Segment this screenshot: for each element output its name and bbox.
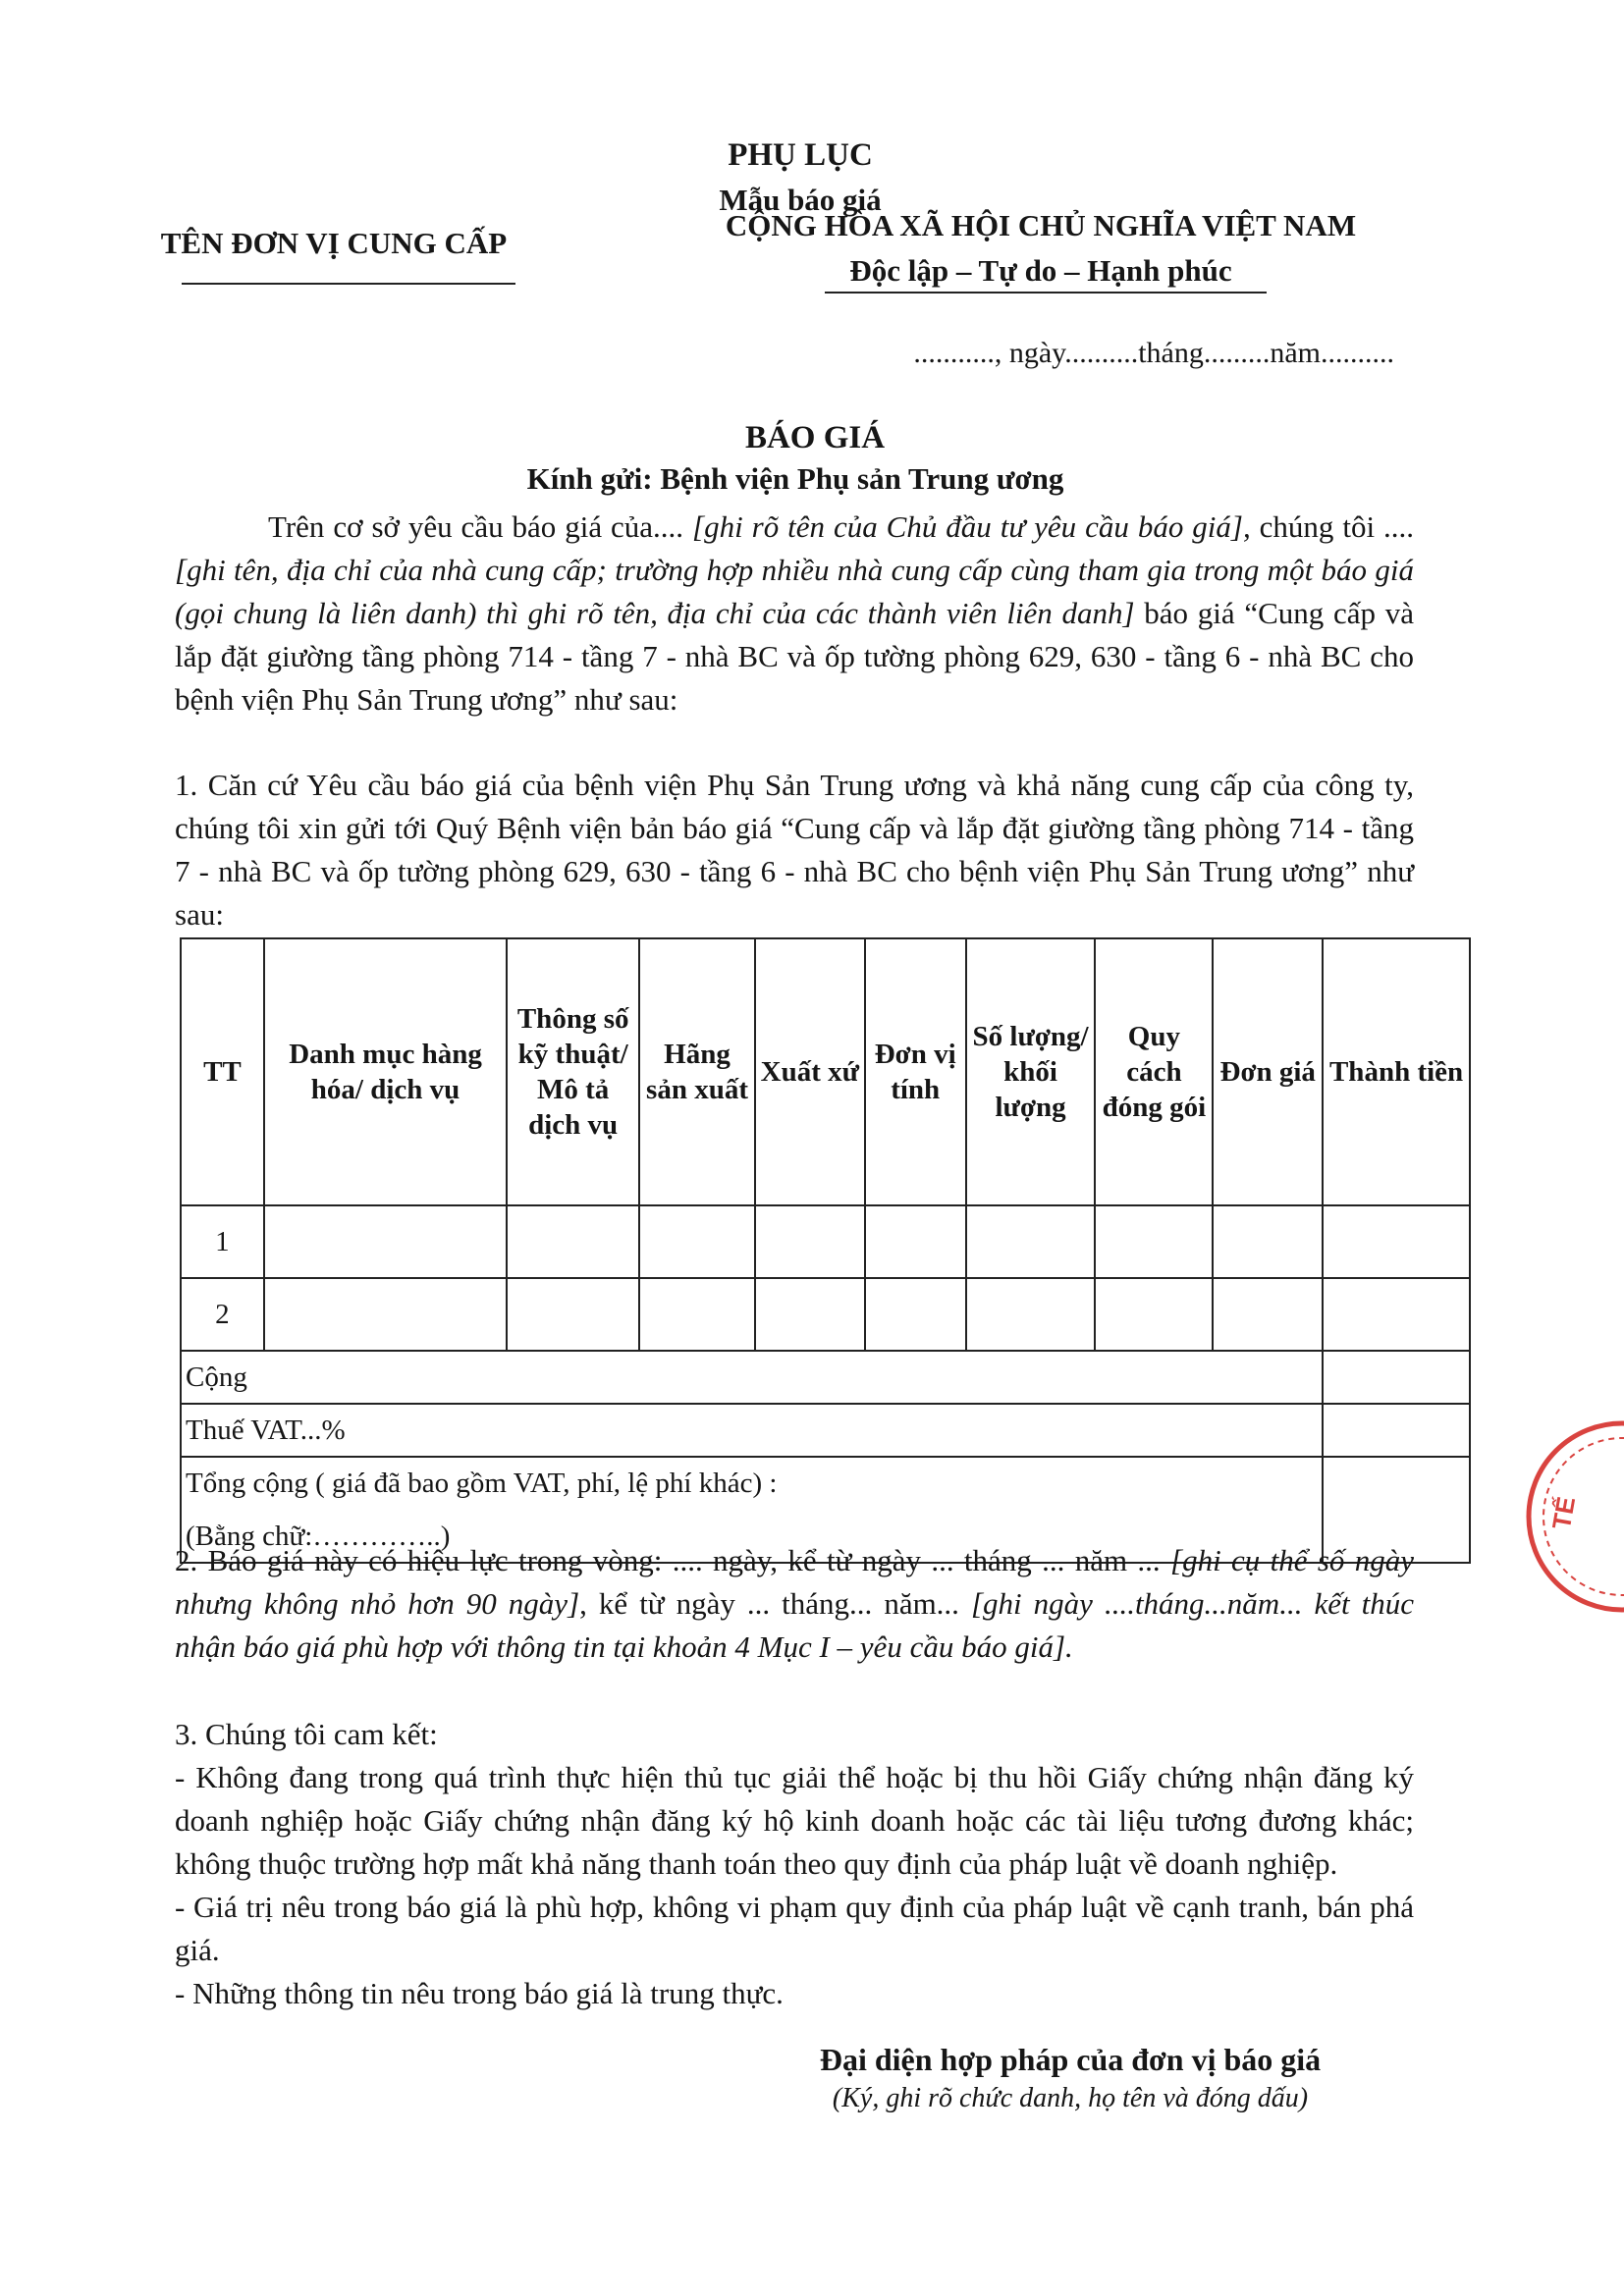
motto-underline — [825, 292, 1267, 294]
intro-paragraph — [175, 506, 1414, 721]
table-cell — [966, 1278, 1096, 1351]
supplier-unit-name: TÊN ĐƠN VỊ CUNG CẤP — [160, 226, 508, 260]
quotation-table — [180, 937, 1471, 1564]
table-cell — [507, 1205, 639, 1278]
sum-label: Cộng — [181, 1351, 1323, 1404]
row-number: 2 — [181, 1278, 264, 1351]
table-cell — [1213, 1205, 1323, 1278]
table-cell — [1095, 1278, 1213, 1351]
table-cell — [1213, 1278, 1323, 1351]
table-row — [181, 1205, 1470, 1278]
item-2-hint-date: [ghi ngày ....tháng...năm... kết thúc nhận báo giá phù hợp với thông tin tại khoản 4 Mục I – yêu cầu báo giá]. — [175, 1586, 1414, 1664]
national-title: CỘNG HÒA XÃ HỘI CHỦ NGHĨA VIỆT NAM — [725, 208, 1357, 242]
total-label: Tổng cộng ( giá đã bao gồm VAT, phí, lệ phí khác) : — [186, 1468, 778, 1499]
red-stamp — [1475, 1414, 1624, 1620]
vat-label: Thuế VAT...% — [181, 1404, 1323, 1457]
vat-value-cell — [1323, 1404, 1470, 1457]
commitment-1: - Không đang trong quá trình thực hiện thủ tục giải thể hoặc bị thu hồi Giấy chứng nhận đăng ký doanh nghiệp hoặc Giấy chứng nhận đăng ký hộ kinh doanh hoặc các tài liệu tương đương khác; không thuộc trường hợp mất khả năng thanh toán theo quy định của pháp luật về doanh nghiệp. — [175, 1760, 1414, 1881]
appendix-heading: PHỤ LỤC — [728, 137, 873, 173]
table-cell — [639, 1205, 755, 1278]
commitment-2: - Giá trị nêu trong báo giá là phù hợp, không vi phạm quy định của pháp luật về cạnh tranh, bán phá giá. — [175, 1890, 1414, 1967]
header-cell: Đơn vị tính — [865, 938, 966, 1205]
item-3-section — [175, 1713, 1414, 2015]
signature-note: (Ký, ghi rõ chức danh, họ tên và đóng dấu) — [832, 2083, 1309, 2113]
date-line: ..........., ngày..........tháng.........năm.......... — [913, 337, 1394, 369]
item-2-text: 2. Báo giá này có hiệu lực trong vòng: .... ngày, kể từ ngày ... tháng ... năm ... — [175, 1543, 1161, 1577]
item-1-paragraph — [175, 764, 1414, 936]
table-cell — [755, 1205, 865, 1278]
commitment-3: - Những thông tin nêu trong báo giá là trung thực. — [175, 1976, 784, 2010]
table-cell — [755, 1278, 865, 1351]
stamp-text: TẾ — [1545, 1494, 1582, 1532]
signature-title: Đại diện hợp pháp của đơn vị báo giá — [819, 2042, 1322, 2077]
sum-row — [181, 1351, 1470, 1404]
table-cell — [639, 1278, 755, 1351]
header-cell: TT — [181, 938, 264, 1205]
item-2-hint-days: [ghi cụ thể số ngày nhưng không nhỏ hơn 90 ngày] — [175, 1543, 1414, 1621]
header-cell: Đơn giá — [1213, 938, 1323, 1205]
table-cell — [1323, 1278, 1470, 1351]
form-label: Mẫu báo giá — [719, 183, 882, 217]
table-cell — [507, 1278, 639, 1351]
national-motto: Độc lập – Tự do – Hạnh phúc — [849, 253, 1232, 288]
header-cell: Thông số kỹ thuật/ Mô tả dịch vụ — [507, 938, 639, 1205]
row-number: 1 — [181, 1205, 264, 1278]
table-cell — [264, 1278, 507, 1351]
item-3-heading: 3. Chúng tôi cam kết: — [175, 1717, 438, 1751]
table-cell — [865, 1278, 966, 1351]
amount-in-words: (Bằng chữ:…………..) — [186, 1521, 451, 1552]
item-1-text: 1. Căn cứ Yêu cầu báo giá của bệnh viện Phụ Sản Trung ương và khả năng cung cấp của công ty, chúng tôi xin gửi tới Quý Bệnh viện bản báo giá “Cung cấp và lắp đặt giường tầng phòng 714 - tầng 7 - nhà BC và ốp tường phòng 629, 630 - tầng 6 - nhà BC cho bệnh viện Phụ Sản Trung ương” như sau: — [175, 768, 1414, 932]
item-2-paragraph — [175, 1539, 1414, 1669]
header-cell: Hãng sản xuất — [639, 938, 755, 1205]
header-cell: Thành tiền — [1323, 938, 1470, 1205]
unit-underline — [182, 283, 515, 285]
intro-hint-investor: [ghi rõ tên của Chủ đầu tư yêu cầu báo giá], — [692, 509, 1251, 544]
document-title: BÁO GIÁ — [744, 420, 886, 455]
vat-row — [181, 1404, 1470, 1457]
table-cell — [865, 1205, 966, 1278]
intro-we: chúng tôi .... — [1259, 509, 1415, 544]
intro-lead: Trên cơ sở yêu cầu báo giá của.... — [268, 509, 684, 544]
table-row — [181, 1278, 1470, 1351]
intro-rest: báo giá “Cung cấp và lắp đặt giường tầng phòng 714 - tầng 7 - nhà BC và ốp tường phòng 629, 630 - tầng 6 - nhà BC cho bệnh viện Phụ Sản Trung ương” như sau: — [175, 596, 1414, 717]
table-cell — [264, 1205, 507, 1278]
table-cell — [1095, 1205, 1213, 1278]
header-cell: Danh mục hàng hóa/ dịch vụ — [264, 938, 507, 1205]
header-cell: Số lượng/ khối lượng — [966, 938, 1096, 1205]
header-cell: Quy cách đóng gói — [1095, 938, 1213, 1205]
item-2-text-2: , kể từ ngày ... tháng... năm... — [579, 1586, 959, 1621]
table-cell — [966, 1205, 1096, 1278]
sum-value-cell — [1323, 1351, 1470, 1404]
recipient-line: Kính gửi: Bệnh viện Phụ sản Trung ương — [526, 461, 1064, 496]
table-header-row — [181, 938, 1470, 1205]
intro-hint-supplier: [ghi tên, địa chỉ của nhà cung cấp; trường hợp nhiều nhà cung cấp cùng tham gia trong một báo giá (gọi chung là liên danh) thì ghi rõ tên, địa chỉ của các thành viên liên danh] — [175, 553, 1414, 630]
table-cell — [1323, 1205, 1470, 1278]
header-cell: Xuất xứ — [755, 938, 865, 1205]
